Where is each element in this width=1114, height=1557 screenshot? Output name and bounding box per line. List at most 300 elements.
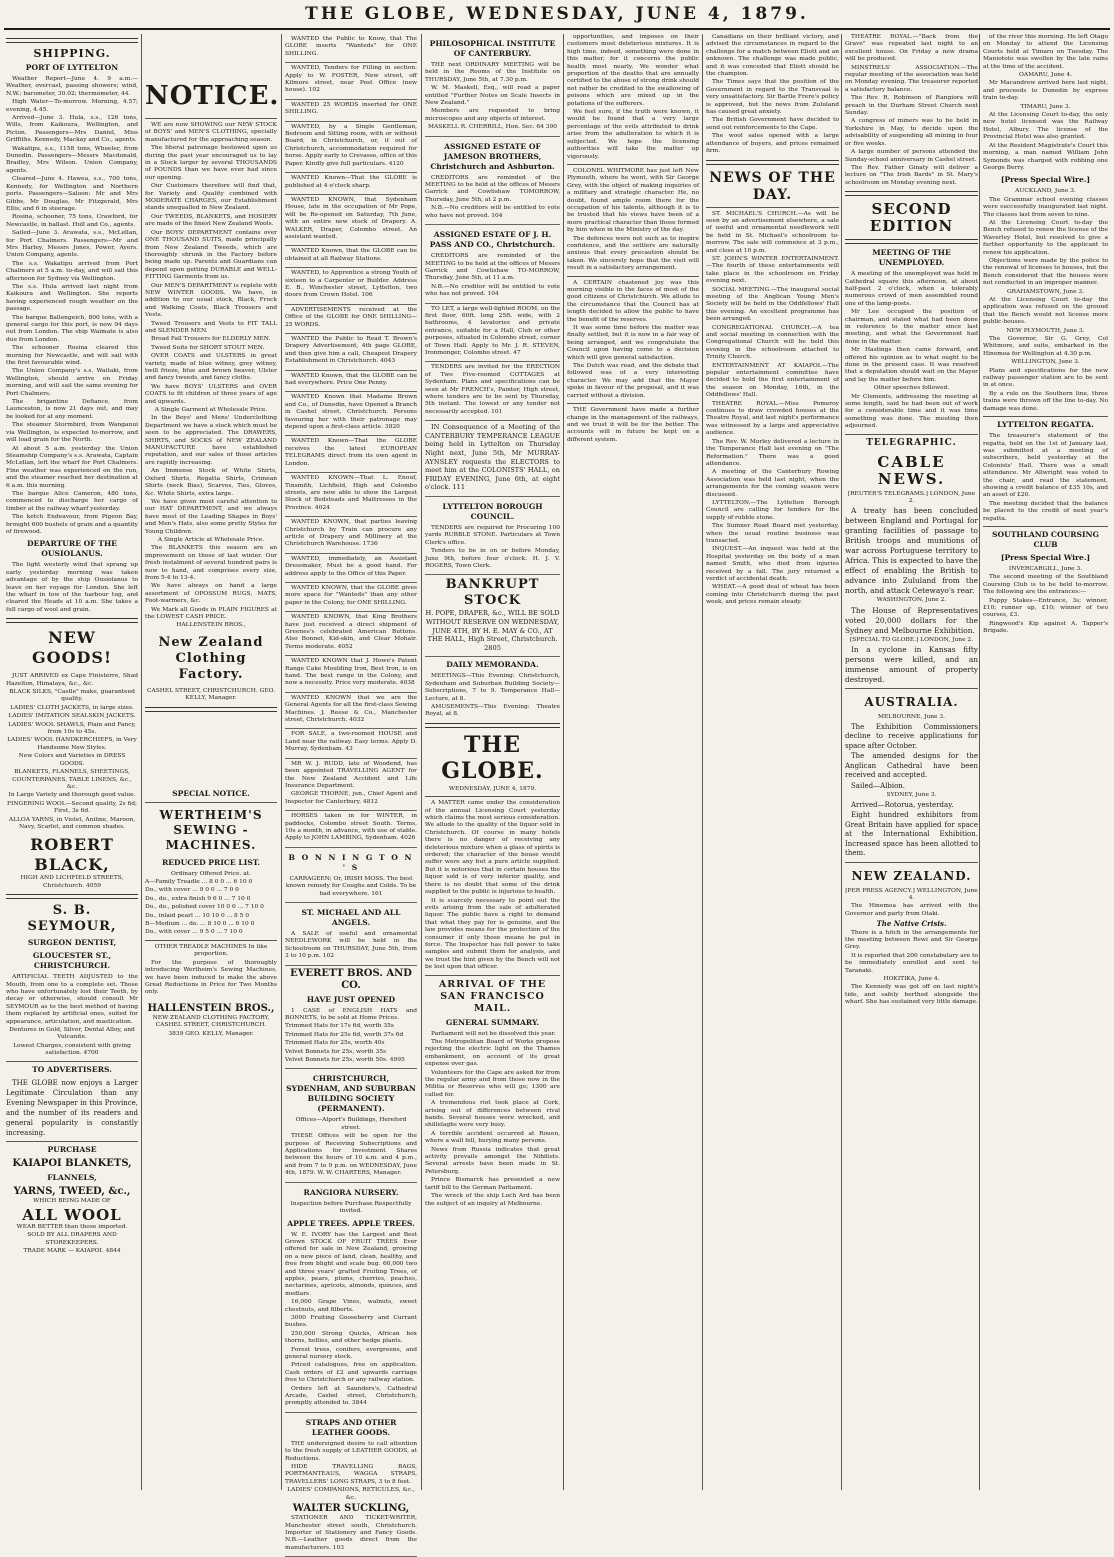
cable-news-heading: CABLE NEWS.: [877, 452, 946, 488]
ad-line: Our MEN'S DEPARTMENT is replete with NEW WINTER GOODS. We have, in addition to our usual stock, Black, Frock and Walking Coats, Black Trousers and Vests.: [145, 282, 277, 319]
editorial-paragraph: THE Government have made a further change in the management of the railways, and we trust it will be for the better. The accounts will in future be kept on a different system.: [567, 407, 699, 443]
classified-ad: [425, 421, 560, 497]
news-item: Sailed—Albion.: [851, 781, 906, 790]
classified-ad: [285, 195, 417, 246]
ad-line: TENDERS are invited for the ERECTION of Two Five-roomed COTTAGES at Sydenham. Plans and specifications can be seen at Mr FRENCH's, Painter, High street, where tenders are to be sent by Thursday, 5th instant. The lowest or any tender not necessarily accepted. 101: [425, 364, 560, 415]
ad-line: Broad Fall Trousers for ELDERLY MEN.: [151, 336, 271, 343]
news-item: There is a hitch in the arrangements for the meeting between Rewi and Sir George Grey.: [845, 929, 978, 951]
ad-line: Trimmed Hats for 17s 6d, worth 35s: [285, 1023, 394, 1030]
ad-line: 16,000 Grape Vines, walnuts, sweet chestnuts, and filberts.: [285, 1299, 417, 1313]
ad-line: A Single Garment at Wholesale Price.: [154, 407, 268, 414]
ad-line: CREDITORS are reminded of the MEETING to be held at the offices of Messrs Garrick and Cowlishaw TOMORROW, Thursday, June 5th, at 2 p.m.: [425, 174, 560, 203]
news-item: The second meeting of the Southland Coursing Club is to be held to-morrow. The following are the entrances:—: [983, 574, 1108, 596]
rule: [145, 118, 277, 119]
ad-line: ADVERTISEMENTS received at the Office of the GLOBE for ONE SHILLING—25 WORDS.: [285, 306, 417, 328]
column-3: [285, 34, 417, 1551]
ad-line: LADIES' CLOTH JACKETS, in large sizes.: [10, 704, 134, 711]
rule: [706, 207, 839, 208]
price-row: Do., with cover ... 9 5 0 ... 7 10 0: [145, 929, 243, 936]
shipping-item: At about 5 a.m. yesterday the Union Steamship Company's s.s. Arawata, Captain McLellan, left the wharf for Port Chalmers. Fine weather was experienced on the run, and the steamer reached her destination at 6 a.m. this morning.: [6, 445, 138, 489]
memoranda-item: AMUSEMENTS—This Evening: Theatre Royal, at 8.: [425, 704, 560, 718]
notice-heading: NOTICE.: [145, 81, 280, 111]
departure-heading: DEPARTURE OF THE OUSIOLANUS.: [27, 539, 117, 559]
news-item: ST. JOHN'S WINTER ENTERTAINMENT.—The fourth of these entertainments will take place in the schoolroom on Friday evening next.: [706, 255, 839, 285]
ad-line: WEAR BETTER than those imported.: [16, 1224, 128, 1231]
dateline: [PER PRESS AGENCY.] WELLINGTON, June 4.: [845, 887, 978, 901]
ad-line: Lowest Charges, consistent with giving satisfaction. 4700: [13, 1042, 131, 1057]
news-item: Canadians on their brilliant victory, and advised the circumstances in regard to the challenge for a match between Eliott and an unknown. The challenge was made public, and it was conceded that Eliott should be the champion.: [706, 34, 839, 78]
telegraphic-heading: TELEGRAPHIC.: [866, 437, 957, 448]
classified-ad: [285, 305, 417, 334]
ad-line: Our TWEEDS, BLANKETS, and HOSIERY are made of the finest New Zealand Wools.: [145, 213, 277, 228]
dateline: AUCKLAND, June 3.: [1015, 188, 1076, 195]
ad-line: HALLENSTEIN BROS.,: [176, 622, 246, 629]
news-item: The Metropolitan Board of Works propose rejecting the electric light on the Thames embankment, on account of its great expense over gas.: [425, 1038, 560, 1068]
editorial-paragraph: We feel sure, if the truth were known, it would be found that a very large percentage of the evils attributed to drink arise from the adulteration to which it is subjected. We hope the licensing authorities will take the matter up vigorously.: [567, 109, 699, 160]
ad-line: 250,000 Strong Quicks, African box thorns, hollies, and other hedge plants.: [285, 1330, 417, 1345]
classified-ad: [285, 759, 417, 811]
column-8: [983, 34, 1108, 1490]
classified-ad: [285, 34, 417, 63]
ad-line: WANTED KNOWN that we are the General Agents for all the first-class Sewing Machines. J. Reese & Co., Manchester street, Christchurch. 4032: [285, 694, 417, 724]
rule: [567, 403, 699, 404]
rule: [845, 239, 978, 244]
classified-ad: [285, 63, 417, 100]
ad-line: WANTED, to Apprentice a strong Youth of sixteen to a Carpenter or Builder. Address E. B., Winchester street, Lyttelton, two doors from Crown Hotel. 106: [285, 270, 417, 299]
shipping-item: The ketch Endeavour, from Pigeon Bay, brought 600 bushels of grain and a quantity of firewood.: [6, 514, 138, 535]
ad-line: WANTED Known, that the GLOBE can be obtained at all Railway Stations.: [285, 248, 417, 262]
shipping-item: The s.s. Wakatipu arrived from Port Chalmers at 5 a.m. to-day, and will sail this afternoon for Sydney via Wellington.: [6, 260, 138, 282]
rule: [567, 276, 699, 277]
news-item: A tremendous riot took place at Cork, arising out of differences between rival bands. Several houses were wrecked, and shillelaghs were very busy.: [425, 1100, 560, 1129]
news-item: Prince Bismarck has presented a new tariff bill to the German Parliament.: [425, 1177, 560, 1191]
classified-ad: [285, 848, 417, 903]
news-item: At the Resident Magistrate's Court this morning, a man named William John Symonds was charged with robbing one George Berry.: [983, 142, 1108, 171]
news-item: The Rev. R. Robinson of Rangiora will preach in the Durham Street Church next Sunday.: [845, 95, 978, 117]
news-item: The Grammar school evening classes were successfully inaugurated last night. The classes last from seven to nine.: [983, 196, 1108, 218]
coursing-club-heading: SOUTHLAND COURSING CLUB: [991, 529, 1099, 549]
ad-line: Tweed Suits for SHORT STOUT MEN.: [151, 344, 265, 351]
ad-line: Velvet Bonnets for 25s, worth 35s: [285, 1048, 386, 1055]
ad-line: WANTED, immediately, an Assistant Dressmaker, Must be a good hand. For address apply to the Office of this Paper.: [285, 555, 417, 577]
ad-line: JUST ARRIVED ex Cape Finisterre, Shad Hazelton, Himalaya, &c., &c.: [6, 673, 138, 687]
news-item: of the river this morning. He left Otago on Monday to attend the Licensing Courts held at Timaru on Tuesday. The Maniototo was swollen by the late rains at the time of the accident.: [983, 34, 1108, 70]
ad-line: WANTED KNOWN that J. Howe's Patent Range Cake Moulding Iron, Best Iron, is on hand. The best range in the Colony, and now a necessity. Price very moderate. 4038: [285, 658, 417, 687]
news-item: At the Licensing Court to-day, the only new hotel licensed was the Railway Hotel, Albury. The license of the Provincial Hotel was also granted.: [983, 112, 1108, 141]
news-item: SOCIAL MEETING.—The inaugural social meeting of the Anglican Young Men's Society will be held in the Oddfellows' Hall this evening. An excellent programme has been arranged.: [706, 286, 839, 323]
press-wire-heading: [Press Special Wire.]: [1000, 175, 1091, 185]
news-item: The wreck of the ship Loch Ard has been the subject of an inquiry at Melbourne.: [425, 1193, 560, 1207]
ad-line: GEORGE THORNE, jun., Chief Agent and Inspector for Canterbury. 4812: [285, 791, 417, 805]
classified-ad: [285, 811, 417, 848]
price-row: Do., do., extra finish 9 6 0 ... 7 10 0: [145, 895, 251, 902]
ad-line: IN Consequence of a Meeting of the CANTERBURY TEMPERANCE LEAGUE being held in Lyttelton on Thursday Night next, June 5th, Mr MURRAY-AYNSLEY requests the ELECTORS to meet him at the COLONISTS' HALL, on FRIDAY EVENING, June 6th, at eight o'clock. 111: [425, 423, 560, 492]
rule: [6, 1141, 138, 1142]
ad-line: 3839 GEO. KELLY, Manager.: [168, 1030, 254, 1037]
ad-line: HIGH AND LICHFIELD STREETS, Christchurch. 4059: [20, 875, 124, 889]
column-rule: [141, 34, 142, 1490]
second-edition-heading: SECOND EDITION: [869, 200, 954, 236]
shipping-item: High Water—To-morrow. Morning, 4.57; evening, 4.45.: [6, 99, 138, 113]
philosophical-heading: PHILOSOPHICAL INSTITUTE OF CANTERBURY.: [429, 39, 556, 58]
blank-space: [145, 34, 277, 74]
building-society-heading: CHRISTCHURCH, SYDENHAM, AND SUBURBAN BUILDING SOCIETY (PERMANENT).: [286, 1074, 416, 1114]
rule: [6, 618, 138, 623]
classified-ad: [425, 225, 560, 303]
news-item: ENTERTAINMENT AT KAIAPOI.—The popular entertainment committee have decided to hold the first entertainment of the season on Monday, 16th, in the Oddfellows' Hall.: [706, 362, 839, 399]
news-item: The House of Representatives voted 20,000 dollars for the Sydney and Melbourne Exhibition.: [845, 605, 978, 635]
news-item: Other speeches followed.: [873, 385, 950, 392]
ad-line: WANTED KNOWN, that parties leaving Christchurch by Train can procure any article of Drapery and Millinery at the Christchurch Warehouse. 1736: [285, 519, 417, 548]
news-item: Eight hundred exhibitors from Great Britain have applied for space at the International Exhibition. Increased space has been allotted to them.: [845, 811, 978, 858]
rule: [845, 862, 978, 863]
ad-line: Trimmed Hats for 25s, worth 40s: [285, 1040, 385, 1047]
column-2: [145, 34, 280, 1490]
column-6: [706, 34, 839, 1490]
news-item: By a rule on the Southern line, three trains were thrown off the line to-day. No damage was done.: [983, 390, 1108, 412]
ad-line: WANTED the Public to Read T. Brown's Drapery Advertisement, 4th page GLOBE, and then give him a call, Cheapest Drapery Establishment in Christchurch. 4043: [285, 336, 417, 365]
rule: [983, 526, 1108, 527]
ad-line: CASHEL STREET, CHRISTCHURCH. GEO. KELLY, Manager.: [147, 687, 275, 702]
news-item: Objections were made by the police to the renewal of licenses to houses, but the Bench considered that the houses were not conducted in an improper manner.: [983, 257, 1108, 287]
ad-line: HIDE TRAVELLING BAGS, PORTMANTEAUS, WAGGA STRAPS, TRAVELLERS' LONG STRAPS, 3 to 8 feet.: [285, 1464, 417, 1485]
bankrupt-stock-heading: BANKRUPT STOCK: [445, 577, 540, 609]
wertheim-heading: WERTHEIM'S SEWING - MACHINES.: [159, 807, 263, 852]
classified-ad: [285, 903, 417, 966]
ad-line: BLACK SILKS, "Castle" make, guaranteed quality.: [9, 689, 135, 703]
editorial-paragraph: The Dutch was read, and the debate that followed was of a very interesting character. We may add that the Mayor spoke in favour of the proposal, and it was carried without a division.: [567, 363, 699, 399]
dateline: HOKITIKA, June 4.: [883, 976, 940, 983]
ad-line: ALLOA YARNS, in Violet, Aniline, Maroon, Navy, Scarlet, and common shades.: [8, 816, 136, 830]
column-rule: [702, 34, 703, 1490]
ad-line: W. M. Maskell, Esq., will read a paper entitled "Further Notes on Scale Insects in New Zealand.": [425, 85, 560, 107]
ad-line: LADIES' WOOL HANDKERCHIEFS, in Very Handsome New Styles.: [7, 737, 137, 751]
ad-line: TO LET, a large well-lighted ROOM, on the first floor, 60ft. long 25ft. wide, with 2 bathrooms, 4 lavatories and private entrance, suitable for a Hall, Club or other purposes, situated in Colombo street, corner of Town Hall. Apply to Mr. J. R. STEVEN, Ironmonger, Colombo street. 47: [425, 305, 560, 356]
ad-line: HORSES taken in for WINTER, in paddocks, Colombo street South. Terms, 10s a month, in advance, with use of stable. Apply to JOHN LAMBING, Sydenham. 4026: [285, 813, 417, 842]
news-item: Mr Clements, addressing the meeting at some length, said he had been out of work for a considerable time and it was time something was done. The meeting then adjourned.: [845, 393, 978, 430]
classified-ad: [285, 246, 417, 268]
ad-line: Priced catalogues, free on application. Cash orders of £2 and upwards carriage free to Christchurch or any railway station.: [285, 1362, 417, 1384]
seymour-address: GLOUCESTER ST., CHRISTCHURCH.: [32, 951, 112, 971]
rule: [983, 416, 1108, 417]
ad-line: WANTED, Tenders for Filling in section. Apply to W. FOSTER, New street, off Kilmore street, near Post Office (new house). 102: [285, 65, 417, 94]
ad-line: WHICH BEING MADE OF: [33, 1197, 111, 1204]
shipping-item: The barque Ballengeich, 800 tons, with a general cargo for this port, is now 94 days out from London. The ship Waimate is also due from London.: [6, 314, 138, 343]
rule: [845, 688, 978, 689]
ad-line: W. E. IVORY has the Largest and Best Grown STOCK OF FRUIT TREES Ever offered for sale in New Zealand, growing on a new piece of land, clean, healthy, and free from blight and scale bug. 60,000 two and three years' grafted Fruiting Trees, of apples, pears, plums, cherries, peaches, nectarines, apricots, almonds, quinces, and medlars.: [285, 1231, 417, 1297]
news-item: The wool sales opened with a large attendance of buyers, and prices remained firm.: [706, 133, 839, 155]
shipping-item: The light westerly wind that sprang up early yesterday morning was taken advantage of by the ship Ousiolanus to leave on her voyage for London. She left the wharf in tow of the harbour tug, and cleared the Heads at 10 a.m. She takes a full cargo of wool and grain.: [6, 562, 138, 613]
ad-line: In Large Variety and thorough good value.: [8, 792, 136, 799]
news-item: INQUEST.—An inquest was held at the Hospital yesterday on the body of a man named Smith, who died from injuries received by a fall. The jury returned a verdict of accidental death.: [706, 546, 839, 582]
classified-ad: [285, 554, 417, 583]
classified-ad: [425, 34, 560, 137]
edition-date: WEDNESDAY, JUNE 4, 1879.: [448, 785, 537, 792]
classified-ad: [285, 334, 417, 371]
column-rule: [421, 34, 422, 1490]
new-zealand-heading: NEW ZEALAND.: [851, 868, 972, 883]
shipping-item: Sailed—June 3. Arawata, s.s., McLellan, for Port Chalmers. Passengers—Mr and Mrs Harley, Messrs Jones, Power, Ayers. Union Company, agents.: [6, 230, 138, 259]
news-item: A meeting of the unemployed was held in Cathedral square this afternoon, at about half-past 2 o'clock, when a tolerably numerous crowd of men assembled round one of the lamp-posts.: [845, 271, 978, 307]
shipping-item: The s.s. Hula arrived last night from Kaikoura and Wellington. She reports having experienced rough weather on the passage.: [6, 283, 138, 313]
news-item: CONGREGATIONAL CHURCH.—A tea and social meeting in connection with the Congregational Church will be held this evening in the schoolroom attached to Trinity Church.: [706, 324, 839, 361]
classified-ad: [285, 1413, 417, 1557]
ad-line: FINGERING WOOL—Second quality, 2s 6d; First, 3s 6d.: [6, 800, 138, 815]
dateline: NEW PLYMOUTH, June 3.: [1006, 327, 1085, 334]
ad-line: We have given most careful attention to our HAT DEPARTMENT, and we always have most of the Leading Shapes in Boys' and Men's Hats, also some pretty Styles for Young Children.: [145, 498, 277, 535]
classified-ad: [425, 497, 560, 575]
classified-ad: [285, 966, 417, 1070]
editorial-paragraph: A MATTER came under the consideration of the annual Licensing Court yesterday which claims the most serious consideration. We allude to the quality of the liquor sold in Christchurch. Of course in many hotels there is no danger of receiving any deleterious mixture when a glass of spirits is ordered; the character of the house would suffer were any but a pure article supplied. But it is notorious that in certain houses the liquor sold is of very inferior quality, and there is no doubt that some of the drink supplied to the public is injurious to health.: [425, 800, 560, 896]
news-item: Mr Lee occupied the position of chairman, and stated what had been done in reference to the matter since last meeting, and what the Government had done in the matter.: [845, 309, 978, 345]
ad-line: WANTED Known—That the GLOBE receives the latest EUROPEAN TELEGRAMS direct from its own agent in London.: [285, 438, 417, 467]
ad-line: Dentures in Gold, Silver, Dental Alloy, and Vulcanite.: [9, 1027, 135, 1041]
shipping-item: The brigantine Defiance, from Launceston, is now 21 days out, and may be looked for at any moment.: [6, 399, 138, 420]
columns: [6, 34, 1108, 1551]
ad-subheading: HAVE JUST OPENED: [306, 994, 396, 1004]
news-item: The Sumner Road Board met yesterday, when the usual routine business was transacted.: [706, 523, 839, 544]
news-item: It is reported that 200 constabulary are to be immediately enrolled and sent to Taranaki.: [845, 952, 978, 974]
bonnington-heading: B O N N I N G T O N ' S: [288, 852, 414, 872]
ad-line: WANTED, by a Single Gentleman, Bedroom and Sitting room, with or without Board, in Christchurch, or, if out of Christchurch, accommodation required for horse. Apply early to Crevasse, office of this Paper. Kindly give full particulars. 4120: [285, 123, 417, 167]
classified-ad: [425, 575, 560, 657]
classified-ad: [425, 362, 560, 421]
classified-ad: [285, 1069, 417, 1182]
ad-line: WE are now SHOWING our NEW STOCK of BOYS' and MEN'S CLOTHING, specially manufactured for the approaching season.: [145, 122, 277, 143]
news-item: Mr Macandrew arrived here last night, and proceeds to Dunedin by express train to-day.: [983, 80, 1108, 102]
ad-line: OVER COATS and ULSTERS in great variety, made of blue witney, grey witney, twill frieze, blue and brown beaver, Ulster and fancy tweeds, and fancy cloths.: [145, 353, 277, 382]
column-4: [425, 34, 560, 1490]
news-item: Plans and specifications for the new railway passenger station are to be sent in at once.: [983, 367, 1108, 389]
clothing-factory-heading: New Zealand Clothing Factory.: [158, 634, 264, 682]
news-item: Ringwood's Kip against A. Tapper's Brigade.: [983, 620, 1108, 635]
rule: [425, 975, 560, 976]
price-row: Do., with cover ... 9 0 0 ... 7 0 0: [145, 887, 239, 894]
ad-line: Offices—Alport's Buildings, Hereford street.: [295, 1117, 407, 1131]
ad-line: New Colors and Varieties in DRESS GOODS.: [18, 753, 126, 767]
blank-space: [145, 716, 277, 786]
ad-line: CREDITORS are reminded of the MEETING to be held at the offices of Messrs Garrick and Cowlishaw TO-MORROW, Thursday, June 5th, at 11 a.m.: [425, 253, 560, 282]
special-notice-heading: SPECIAL NOTICE.: [172, 788, 250, 798]
shipping-heading: SHIPPING.: [33, 47, 111, 60]
ad-line: MASKELL R. CHERRILL, Hon. Sec. 64 390: [427, 124, 557, 131]
classified-ad: [285, 100, 417, 122]
ad-line: THE undersigned desire to call attention to the fresh supply of LEATHER GOODS, at Reductions.: [285, 1440, 417, 1462]
robert-black-name: ROBERT BLACK,: [30, 835, 114, 875]
st-michael-heading: ST. MICHAEL AND ALL ANGELS.: [301, 907, 401, 927]
unemployed-heading: MEETING OF THE UNEMPLOYED.: [872, 248, 951, 268]
news-item: In a cyclone in Kansas fifty persons were killed, and an immense amount of property destroyed.: [845, 645, 978, 685]
news-item: ST. MICHAEL'S CHURCH.—As will be seen by an advertisement elsewhere, a sale of useful and ornamental needlework will be held in St. Michael's schoolroom to-morrow. The sale will commence at 3 p.m., and close at 10 p.m.: [706, 210, 839, 254]
classified-ad: [285, 612, 417, 656]
price-list-header: Ordinary Offered Price. at.: [170, 870, 251, 877]
news-item: The amended designs for the Anglican Cathedral have been received and accepted.: [845, 752, 978, 780]
ad-line: 3000 Fruiting Gooseberry and Currant bushes.: [285, 1314, 417, 1329]
price-row: A—Family Treadle ... 8 0 0 ... 6 10 0: [145, 879, 253, 886]
news-of-the-day-heading: NEWS OF THE DAY.: [709, 169, 836, 203]
price-row: B—Medium ... do. ... 8 10 0 ... 6 10 0: [145, 921, 255, 928]
classified-ad: [285, 371, 417, 393]
classified-ad: [285, 392, 417, 436]
news-item: MINSTRELS' ASSOCIATION.—The regular meeting of the association was held on Monday evening. The treasurer reported a satisfactory balance.: [845, 64, 978, 93]
classified-ad: [285, 473, 417, 517]
ad-line: We have BOYS' ULSTERS and OVER COATS to fit children of three years of age and upwards.: [145, 383, 277, 405]
price-row: Do., do., polished cover 10 0 0 ... 7 10 0: [145, 904, 264, 911]
all-wool-heading: ALL WOOL: [22, 1206, 122, 1225]
classified-ad: [285, 583, 417, 612]
dateline: [SPECIAL TO GLOBE.] LONDON, June 2.: [849, 636, 974, 643]
straps-heading: STRAPS AND OTHER LEATHER GOODS.: [305, 1417, 397, 1437]
kaiapoi-heading: PURCHASE: [47, 1144, 97, 1154]
ad-line: Velvet Bonnets for 25s, worth 50s. 4995: [285, 1057, 405, 1064]
classified-ad: [425, 304, 560, 363]
rule: [6, 38, 138, 43]
daily-memoranda-heading: DAILY MEMORANDA.: [446, 660, 539, 670]
classified-ad: [285, 729, 417, 758]
ad-line: CARRAGEEN; Or, IRISH MOSS. The best known remedy for Coughs and Colds. To be had everywhere. 161: [285, 875, 417, 897]
masthead-title: THE GLOBE, WEDNESDAY, JUNE 4, 1879.: [305, 4, 809, 24]
seymour-title: SURGEON DENTIST,: [27, 938, 117, 948]
news-item: The Exhibition Commissioners decline to receive applications for space after October.: [845, 722, 978, 750]
dateline: GRAHAMSTOWN, June 3.: [1006, 288, 1085, 295]
ad-line: Orders left at Saunders's, Cathedral Arcade, Cashel street, Christchurch, promptly attended to. 3844: [285, 1385, 417, 1407]
classified-ad: [285, 656, 417, 693]
ad-line: Tenders to be in on or before Monday, June 9th, before four o'clock. H. J. V. ROGERS, Town Clerk.: [425, 548, 560, 569]
ad-line: WANTED KNOWN, that the GLOBE gives more space for "Wanteds" than any other paper in the Colony, for ONE SHILLING.: [285, 584, 417, 606]
ad-line: A Single Article at Wholesale Price.: [157, 536, 265, 543]
ad-line: THE GLOBE now enjoys a Larger Legitimate Circulation than any Evening Newspaper in this Province, and the number of its readers and general popularity is constantly increasing.: [6, 1078, 138, 1137]
shipping-item: The Union Company's s.s. Waitaki, from Wellington, should arrive on Friday morning, and will sail the same evening for Port Chalmers.: [6, 368, 138, 397]
globe-title: THE GLOBE.: [441, 731, 544, 784]
native-crisis-subheading: The Native Crisis.: [876, 919, 947, 929]
ad-line: WANTED KNOWN, that King Brothers have just received a direct shipment of Greenes's celebrated American Buttons. Also Bonnet, Kid-skin, and Clear Mohair. Terms moderate. 4052: [285, 614, 417, 650]
pass-heading: ASSIGNED ESTATE OF J. H. PASS AND CO., Christchurch.: [429, 230, 556, 250]
ad-line: SOLD BY ALL DRAPERS AND STOREKEEPERS.: [27, 1232, 117, 1246]
port-heading: PORT OF LYTTELTON: [25, 63, 119, 72]
news-item: The Kennedy was got off on last night's tide, and safely berthed alongside the wharf. She has sustained very little damage.: [845, 984, 978, 1006]
price-row: Do., inlaid pearl ... 10 10 0 ... 8 5 0: [145, 912, 250, 919]
dateline: INVERCARGILL, June 3.: [1008, 565, 1083, 572]
news-item: The treasurer's statement of the regatta, held on the 1st of January last, was submitted at a meeting of subscribers, held yesterday at the Colonists' Hall. There was a small attendance. Mr Allwright was voted to the chair, and read the statement, showing a credit balance of £35 10s, and an asset of £20.: [983, 433, 1108, 499]
rule: [6, 894, 138, 899]
ad-line: The liberal patronage bestowed upon us during the past year encouraged us to lay in a Stock larger by several THOUSANDS of POUNDS than we have ever had since our opening.: [145, 145, 277, 181]
suckling-heading: WALTER SUCKLING,: [292, 1503, 410, 1515]
column-rule: [563, 34, 564, 1490]
ad-line: WANTED Known that Madame Brown and Co., of Dunedin, have Opened a Branch in Cashel street, Christchurch. Persons favouring her with their patronage may depend upon a first-class article. 3820: [285, 394, 417, 431]
dateline: MELBOURNE, June 3.: [877, 714, 946, 721]
classified-ad: [285, 517, 417, 554]
news-item: Parliament will not be dissolved this year.: [431, 1030, 556, 1037]
ad-line: Trimmed Hats for 25s 6d, worth 37s 6d: [285, 1031, 404, 1038]
news-item: A treaty has been concluded between England and Portugal for granting facilities of passage to British troops and munitions of war across Portuguese territory to Africa. This is expected to have the effect of enabling the British to advance into Zululand from the north, and attack Cetewayo's rear.: [845, 506, 978, 596]
kaiapoi-heading: KAIAPOI BLANKETS,: [12, 1157, 132, 1169]
news-item: The Rev. W. Morley delivered a lecture in the Temperance Hall last evening on "The Reformation." There was a good attendance.: [706, 438, 839, 467]
classified-ad: [285, 436, 417, 473]
seymour-name: S. B. SEYMOUR,: [27, 903, 117, 935]
dateline: [REUTER'S TELEGRAMS.] LONDON, June 2.: [847, 490, 976, 505]
editorial-paragraph: opportunities, and imposes on their customers most deleterious mixtures. It is high time, indeed, something were done in this matter, for it concerns the public health most nearly. We wonder what proportion of the deaths that are annually certified to the abuse of strong drink should not rather be credited to the swallowing of poisons which are mixed up in the potations of the sufferers.: [567, 34, 699, 107]
borough-council-heading: LYTTELTON BOROUGH COUNCIL.: [442, 501, 543, 521]
news-item: A congress of miners was to be held in Yorkshire in May, to decide upon the advisability of suspending all mining in four or five weeks.: [845, 118, 978, 147]
news-item: At the Licensing Court to-day the Bench refused to renew the license of the Waverley Hotel, but resolved to give a further opportunity to the applicant to renew his application.: [983, 219, 1108, 256]
editorial-paragraph: The defences were not such as to inspire confidence, and the settlers are naturally anxious that every precaution should be taken. We sincerely hope that the visit will result in a satisfactory arrangement.: [567, 235, 699, 272]
rule: [425, 723, 560, 728]
news-item: The Governor, Sir G. Grey, Col Whitmore, and suite, embarked in the Hinemoa for Wellington at 4.30 p.m.: [983, 336, 1108, 357]
news-item: Puppy Stakes—Entrance, 3s; winner, £10; runner up, £10; winner of two courses, £3.: [983, 597, 1108, 619]
dateline: SYDNEY, June 3.: [886, 792, 937, 799]
ad-line: LADIES' IMITATION SEALSKIN JACKETS.: [8, 713, 136, 720]
ad-line: WANTED Known, that the GLOBE can be had everywhere. Price One Penny.: [285, 372, 417, 387]
apple-trees-heading: APPLE TREES. APPLE TREES.: [287, 1218, 415, 1228]
news-item: The Rev. Father Ginaty will deliver a lecture on "The Irish Bards" in St. Mary's schoolroom on Monday evening next.: [845, 164, 978, 186]
news-item: A terrible accident occurred at Rouen, where a wall fell, burying many persons.: [425, 1130, 560, 1145]
classified-ad: [285, 173, 417, 195]
ad-line: MR W. J. RUDD, late of Woodend, has been appointed TRAVELLING AGENT for the New Zealand Accident and Life Insurance Department.: [285, 760, 417, 789]
news-item: THEATRE ROYAL.—Miss Pomeroy continues to draw crowded houses at the Theatre Royal, and last night's performance was witnessed by a large and appreciative audience.: [706, 400, 839, 437]
ad-line: NEW ZEALAND CLOTHING FACTORY, CASHEL STREET, CHRISTCHURCH.: [152, 1014, 270, 1029]
advertisers-heading: TO ADVERTISERS.: [32, 1064, 112, 1074]
news-item: The meeting decided that the balance be placed to the credit of next year's regatta.: [983, 500, 1108, 522]
ad-line: Members are requested to bring microscopes and any objects of interest.: [425, 108, 560, 122]
shipping-item: Wakatipu, s.s., 1158 tons, Wheeler, from Dunedin. Passengers—Messrs Macdonald, Bradley, Mrs Wilson. Union Company, agents.: [6, 145, 138, 174]
rule: [145, 802, 277, 803]
news-item: News from Russia indicates that great activity prevails amongst the Nihilists. Several arrests have been made in St. Petersburg.: [425, 1146, 560, 1175]
rule: [845, 434, 978, 435]
general-summary-heading: GENERAL SUMMARY.: [445, 1017, 540, 1027]
ad-line: N.B.—No creditors will be entitled to vote who have not proved. 104: [425, 205, 560, 219]
classified-ad: [285, 268, 417, 305]
rule: [567, 164, 699, 165]
column-5: [567, 34, 699, 1490]
ad-line: N.B.—No creditor will be entitled to vote who has not proved. 104: [425, 283, 560, 298]
jameson-heading: ASSIGNED ESTATE OF JAMESON BROTHERS, Christchurch and Ashburton.: [430, 141, 555, 171]
news-item: A large number of persons attended the Sunday-school anniversary in Cashel street.: [845, 149, 978, 163]
ad-line: An Immense Stock of White Shirts, Oxford Shirts, Regatta Shirts, Crimean Shirts (neck Bias), Scarves, Ties, Gloves, &c. White Shirts, extra large.: [145, 468, 277, 497]
ad-line: LADIES' COMPANIONS, RETICULES, &c., &c.: [287, 1487, 415, 1501]
ad-line: A SALE of useful and ornamental NEEDLEWORK will be held in the Schoolroom on THURSDAY, June 5th, from 3 to 10 p.m. 102: [285, 930, 417, 960]
price-list-heading: REDUCED PRICE LIST.: [161, 857, 261, 867]
kaiapoi-heading: YARNS, TWEED, &c.,: [13, 1185, 131, 1197]
ad-line: Tweed Trousers and Vests to FIT TALL and SLENDER MEN.: [145, 320, 277, 334]
classified-ad: [425, 137, 560, 225]
classified-ad: [285, 1183, 417, 1413]
column-rule: [841, 34, 842, 1490]
ad-line: WANTED 25 WORDS inserted for ONE SHILLING.: [285, 101, 417, 116]
dateline: OAMARU, June 4.: [1019, 72, 1072, 79]
editorial-paragraph: COLONEL WHITMORE has just left New Plymouth, where he went, with Sir George Grey, with the object of making inquiries of a military and strategic character. He, no doubt, found ample room there for the occupation of his talents, although it is to be trusted that his views have been of a more practical character than those formed by him when in the Ministry of the day.: [567, 167, 699, 234]
ad-line: OTHER TREADLE MACHINES In like proportion.: [154, 943, 268, 958]
ad-line: TRADE MARK — KAIAPOI. 4844: [23, 1248, 121, 1255]
ad-line: For the purpose of thoroughly introducing Wertheim's Sewing Machines, we have been induced to make the above Great Reductions in Price for Two Months only.: [145, 959, 277, 996]
rule: [706, 160, 839, 165]
shipping-item: Rosina, schooner, 75 tons, Crawford, for Newcastle, in ballast. Hull and Co., agents.: [6, 214, 138, 228]
masthead-rule: [4, 28, 1110, 30]
editorial-paragraph: It was some time before the matter was finally settled, but it is now in a fair way of being arranged, and we congratulate the Council upon having come to a decision which will give general satisfaction.: [567, 325, 699, 361]
column-rule: [281, 34, 282, 1490]
dateline: TIMARU, June 3.: [1020, 103, 1071, 110]
column-1: [6, 34, 138, 1490]
classified-ad: [285, 693, 417, 730]
rule: [6, 1061, 138, 1062]
shipping-item: The barque Alice Cameron, 480 tons, commenced to discharge her cargo of timber at the railway wharf yesterday.: [6, 490, 138, 512]
ad-line: TENDERS are required for Procuring 100 yards RUBBLE STONE. Particulars at Town Clerk's office.: [425, 524, 560, 546]
shipping-item: Cleared—June 4. Hawea, s.s., 700 tons, Kennedy, for Wellington and Northern ports. Passengers—Saloon: Mr and Mrs Gibbs, Mr Douglas, Mr Fitzgerald, Mrs Ellis; and 6 in steerage.: [6, 176, 138, 212]
regatta-heading: LYTTELTON REGATTA.: [997, 420, 1094, 430]
editorial-paragraph: A CERTAIN chastened joy was this morning visible in the faces of most of the good citizens of Christchurch. We allude to the circumstance that the Council has at length decided to allow the public to have the benefit of the reserves.: [567, 279, 699, 323]
ad-line: STATIONER AND TICKET-WRITER, Manchester street south, Christchurch. Importer of Stationery and Fancy Goods. N.B.—Leather goods direct from the manufacturers. 103: [285, 1515, 417, 1551]
rangiora-heading: RANGIORA NURSERY.: [303, 1187, 399, 1197]
shipping-item: Arrived—June 3. Hula, s.s., 126 tons, Wills, from Kaikoura, Wellington, and Picton. Passengers—Mrs Daniel, Miss Griffiths. Kennedy, Mackay and Co., agents.: [6, 115, 138, 144]
